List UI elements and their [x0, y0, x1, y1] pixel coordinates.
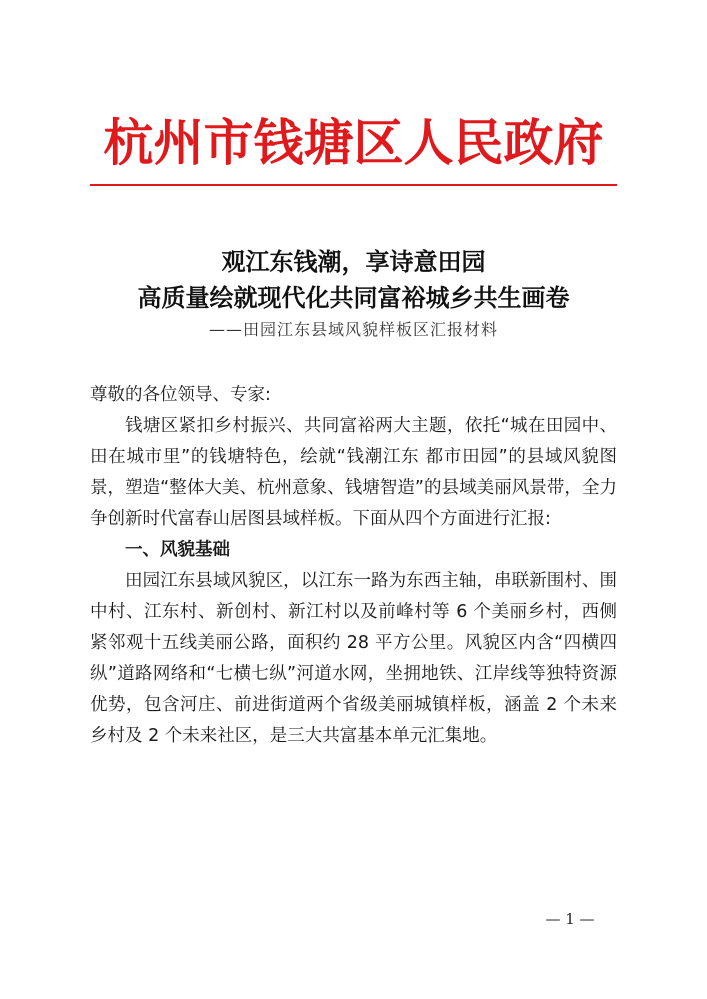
masthead-red-rule	[90, 184, 617, 186]
section-1-heading: 一、风貌基础	[125, 540, 230, 560]
document-subtitle: ——田园江东县域风貌样板区汇报材料	[208, 320, 498, 339]
document-title-line-1: 观江东钱潮，享诗意田园	[221, 247, 486, 276]
title-block	[0, 244, 707, 344]
document-title-line-2: 高质量绘就现代化共同富裕城乡共生画卷	[137, 283, 570, 312]
page-number: — 1 —	[545, 910, 595, 928]
salutation: 尊敬的各位领导、专家:	[90, 385, 271, 405]
intro-paragraph: 钱塘区紧扣乡村振兴、共同富裕两大主题，依托“城在田园中、田在城市里”的钱塘特色，绘就“钱潮江东 都市田园”的县域风貌图景，塑造“整体大美、杭州意象、钱塘智造”的县域美丽风景带，全力争创新时代富春山居图县域样板。下面从四个方面进行汇报:	[90, 416, 617, 529]
section-1-paragraph: 田园江东县域风貌区，以江东一路为东西主轴，串联新围村、围中村、江东村、新创村、新江村以及前峰村等 6 个美丽乡村，西侧紧邻观十五线美丽公路，面积约 28 平方公里。风貌区内含“四横四纵”道路网络和“七横七纵”河道水网，坐拥地铁、江岸线等独特资源优势，包含河庄、前进街道两个省级美丽城镇样板，涵盖 2 个未来乡村及 2 个未来社区，是三大共富基本单元汇集地。	[90, 571, 617, 746]
masthead-org-name: 杭州市钱塘区人民政府	[103, 113, 604, 172]
document-body	[90, 380, 617, 752]
